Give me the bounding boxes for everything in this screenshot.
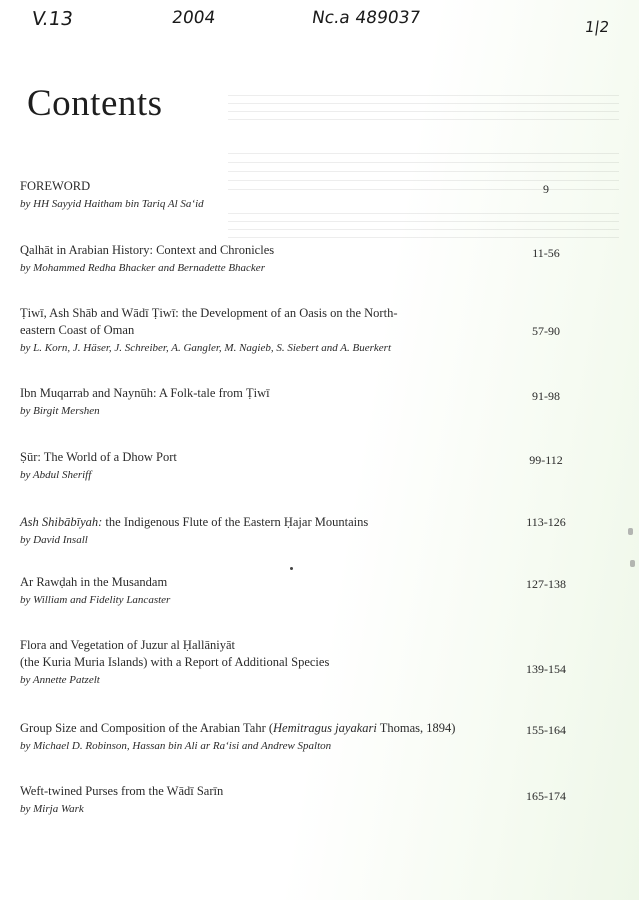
entry-title-italic: Hemitragus jayakari (273, 721, 377, 735)
toc-entry-arabian-tahr[interactable] (20, 720, 620, 755)
entry-title: Weft-twined Purses from the Wādī Sarīn (20, 784, 224, 798)
toc-entry-foreword[interactable] (20, 178, 620, 213)
handwritten-accession: Nc.a 489037 (310, 8, 422, 28)
entry-pages: 9 (543, 182, 549, 196)
entry-author: by David Insall (20, 534, 88, 546)
toc-entry-ibn-muqarrab[interactable] (20, 385, 620, 420)
entry-title-prefix: Group Size and Composition of the Arabian Tahr ( (20, 721, 274, 735)
entry-author: by William and Fidelity Lancaster (20, 594, 171, 606)
page-title: Contents (27, 83, 163, 124)
entry-author: by Mohammed Redha Bhacker and Bernadette Bhacker (20, 262, 265, 274)
handwritten-fraction: 1|2 (583, 18, 611, 36)
entry-title-suffix: the Indigenous Flute of the Eastern Ḥajar Mountains (102, 515, 369, 529)
handwritten-volume: V.13 (30, 8, 75, 30)
entry-author: by Annette Patzelt (20, 674, 100, 686)
scan-edge-mark (628, 528, 633, 535)
entry-pages: 11-56 (532, 246, 560, 260)
bleed-through-band (228, 88, 619, 120)
entry-author: by Abdul Sheriff (20, 469, 92, 481)
entry-title-line2: (the Kuria Muria Islands) with a Report of Additional Species (20, 655, 330, 669)
entry-pages: 139-154 (526, 662, 566, 676)
stray-mark (290, 567, 293, 570)
toc-entry-qalhat[interactable] (20, 242, 620, 277)
entry-title-italic: Ash Shibābīyah: (20, 515, 103, 529)
scan-edge-mark (630, 560, 635, 567)
toc-entry-ash-shibabiyah[interactable] (20, 514, 620, 549)
entry-title: Ibn Muqarrab and Naynūh: A Folk-tale from Ṭiwī (20, 386, 270, 400)
entry-title: Qalhāt in Arabian History: Context and Chronicles (20, 243, 275, 257)
entry-pages: 91-98 (532, 389, 560, 403)
entry-title: FOREWORD (20, 179, 91, 193)
entry-title-suffix: Thomas, 1894) (376, 721, 456, 735)
entry-author: by Michael D. Robinson, Hassan bin Ali ar Ra‘isi and Andrew Spalton (20, 740, 332, 752)
entry-author: by Mirja Wark (20, 803, 84, 815)
entry-author: by L. Korn, J. Häser, J. Schreiber, A. Gangler, M. Nagieb, S. Siebert and A. Buerkert (20, 342, 392, 354)
toc-entry-tiwi[interactable] (20, 305, 620, 357)
entry-pages: 57-90 (532, 324, 560, 338)
entry-title: Ar Rawḍah in the Musandam (20, 575, 168, 589)
entry-title: Flora and Vegetation of Juzur al Ḥallāniyāt (20, 638, 235, 652)
handwritten-year: 2004 (170, 8, 217, 28)
entry-title: Ṣūr: The World of a Dhow Port (20, 450, 177, 464)
toc-entry-sur[interactable] (20, 449, 620, 484)
entry-author: by HH Sayyid Haitham bin Tariq Al Sa‘id (20, 198, 204, 210)
entry-pages: 127-138 (526, 577, 566, 591)
bleed-through-band (228, 210, 619, 238)
entry-pages: 165-174 (526, 789, 566, 803)
toc-entry-flora[interactable] (20, 637, 620, 689)
entry-title-line2: eastern Coast of Oman (20, 323, 135, 337)
entry-pages: 99-112 (529, 453, 563, 467)
entry-pages: 113-126 (526, 515, 566, 529)
entry-author: by Birgit Mershen (20, 405, 100, 417)
toc-entry-ar-rawdah[interactable] (20, 574, 620, 609)
entry-pages: 155-164 (526, 723, 566, 737)
toc-entry-weft-twined-purses[interactable] (20, 783, 620, 818)
entry-title: Ṭiwī, Ash Shāb and Wādī Ṭiwī: the Development of an Oasis on the North- (20, 306, 398, 320)
